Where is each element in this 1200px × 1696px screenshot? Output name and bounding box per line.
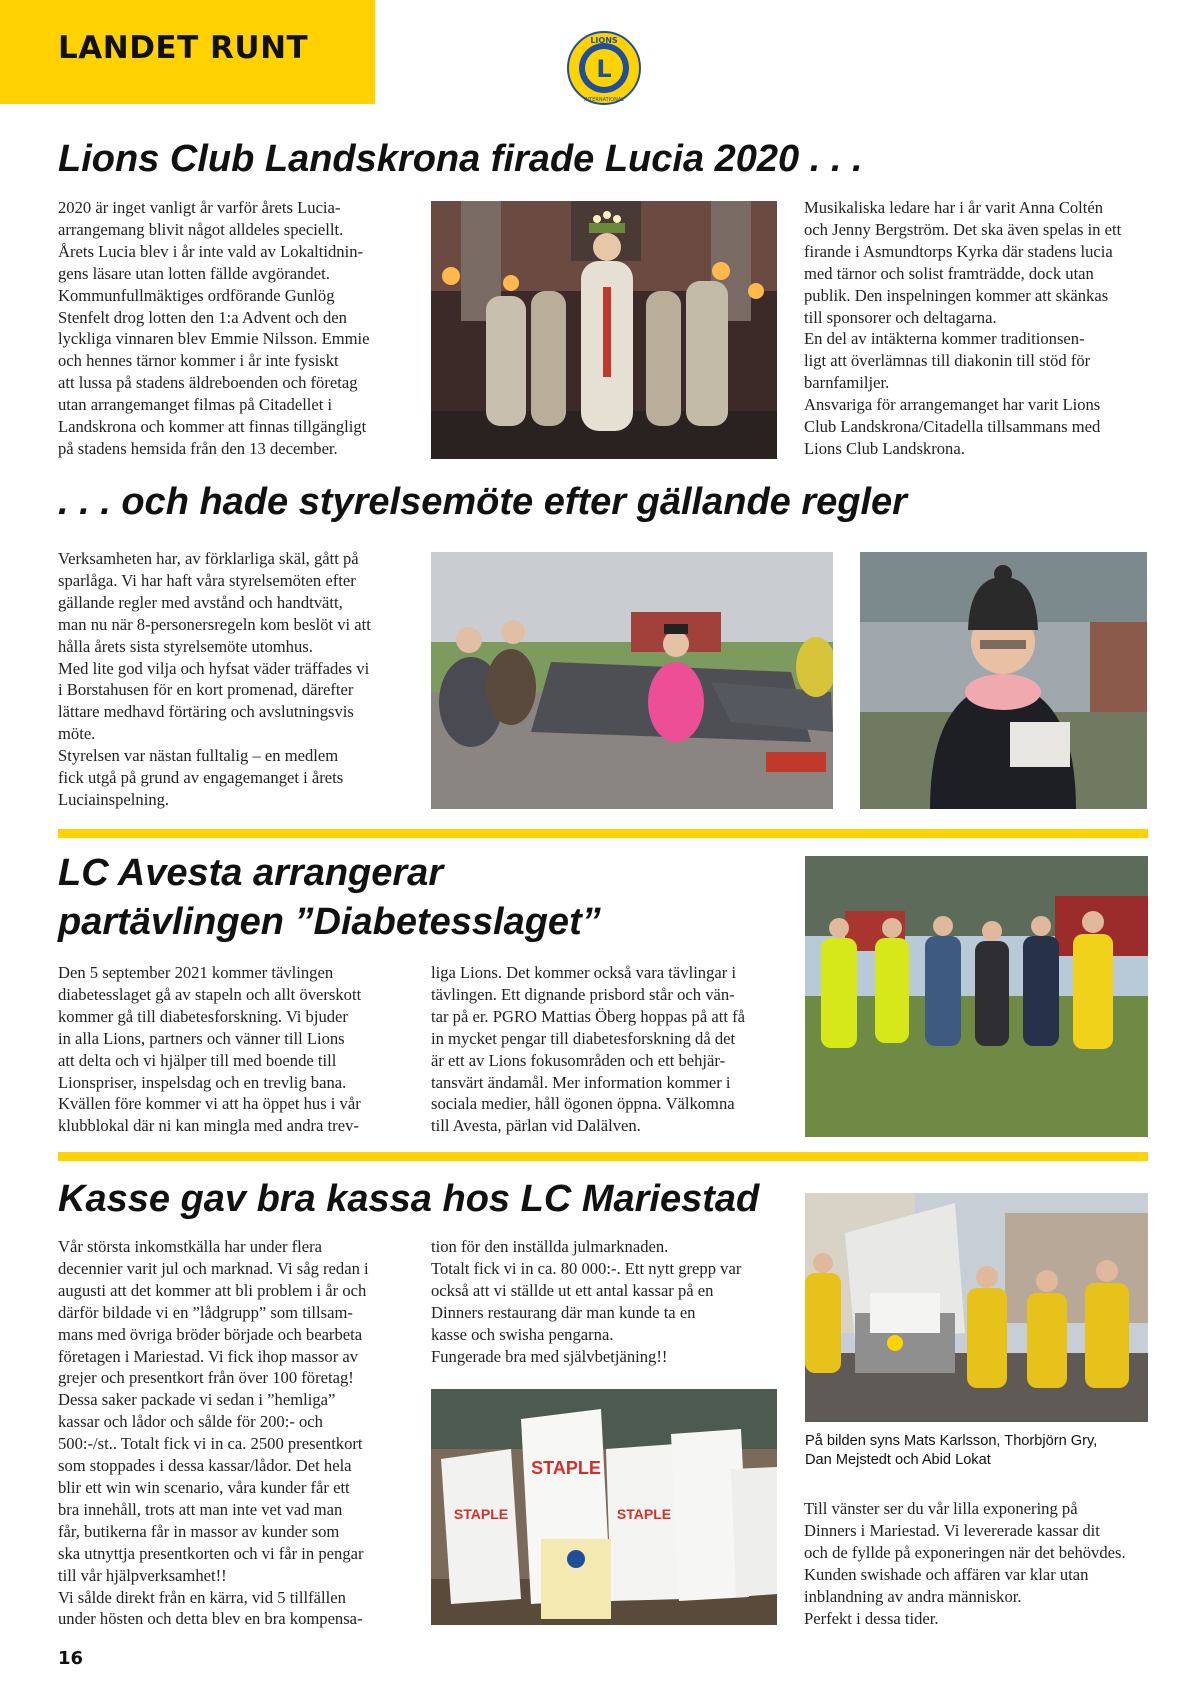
article4-col1: Vår största inkomstkälla har under flera decennier varit jul och marknad. Vi såg redan i augusti att det kommer att bli problem i år och därför bildade vi en ”lådgrupp” som tillsam- mans med övriga bröder började och bearbeta företagen i Mariestad. Vi fick ihop massor av grejer och presentkort från över 100 företag! Dessa saker packade vi sedan i ”hemliga” kassar och lådor och sålde för 200:- och 500:-/st.. Totalt fick vi in ca. 2500 presentkort som stoppades i dessa kassar/lådor. Det hela blir ett win win scenario, våra kunder får ett bra innehåll, trots att man inte vet vad man får, butikerna får in massor av kunder som ska utnyttja presentkorten och vi får in pengar till vår hjälpverksamhet!! Vi sålde direkt från en kärra, vid 5 tillfällen under hösten och detta blev en bra kompensa- xyxy=(58,1237,369,1629)
lucia-photo xyxy=(431,201,777,459)
article4-title: Kasse gav bra kassa hos LC Mariestad xyxy=(58,1178,760,1220)
member-portrait-photo xyxy=(860,552,1147,809)
page-number: 16 xyxy=(58,1648,84,1669)
article1-col1: 2020 är inget vanligt år varför årets Lucia- arrangemang blivit något alldeles speciellt. Årets Lucia blev i år inte vald av Lokaltidnin- gens läsare utan lotten fällde avgörandet. Kommunfullmäktiges ordförande Gunlög Stenfelt drog lotten den 1:a Advent och den lyckliga vinnaren blev Emmie Nilsson. Emmie och hennes tärnor kommer i år inte fysiskt att lussa på stadens äldreboenden och företag utan arrangemanget filmas på Citadellet i Landskrona och kommer att finnas tillgängligt på stadens hemsida från den 13 december. xyxy=(58,198,370,458)
article4-col3: Till vänster ser du vår lilla exponering på Dinners i Mariestad. Vi levererade kassar dit och de fyllde på exponeringen när det behövdes. Kunden swishade och affären var klar utan inblandning av andra människor. Perfekt i dessa tider. xyxy=(804,1499,1126,1628)
article1-title: Lions Club Landskrona firade Lucia 2020 . . . xyxy=(58,138,863,180)
article3-col1: Den 5 september 2021 kommer tävlingen diabetesslaget gå av stapeln och allt överskott kommer gå till diabetesforskning. Vi bjuder in alla Lions, partners och vänner till Lions att delta och vi hjälper till med boende till Lionspriser, inspelsdag och en trevlig bana. Kvällen före kommer vi att ha öppet hus i vår klubblokal där ni kan mingla med andra trev- xyxy=(58,963,362,1136)
bag-label-1: STAPLE xyxy=(531,1458,601,1478)
avesta-golfers-photo xyxy=(805,856,1148,1137)
divider-2 xyxy=(58,1152,1148,1161)
section-tag xyxy=(0,0,375,104)
article3-title-line2: partävlingen ”Diabetesslaget” xyxy=(58,901,601,943)
article2-title: . . . och hade styrelsemöte efter gällande regler xyxy=(58,481,907,523)
lions-members-cart-photo xyxy=(805,1193,1148,1422)
article1-col2: Musikaliska ledare har i år varit Anna Coltén och Jenny Bergström. Det ska även spelas in ett firande i Asmundtorps Kyrka där stadens lucia med tärnor och solist framträdde, dock utan publik. Den inspelningen kommer att skänkas till sponsorer och deltagarna. En del av intäkterna kommer traditionsen- ligt att överlämnas till diakonin till stöd för barnfamiljer. Ansvariga för arrangemanget har varit Lions Club Landskrona/Citadella tillsammans med Lions Club Landskrona. xyxy=(804,198,1122,458)
bags-display-photo xyxy=(431,1389,777,1625)
article3-title-line1: LC Avesta arrangerar xyxy=(58,852,444,894)
bag-label-3: STAPLE xyxy=(616,1506,672,1522)
logo-text-top: LIONS xyxy=(590,36,618,45)
divider-1 xyxy=(58,829,1148,838)
article3-title xyxy=(58,849,758,947)
lions-logo-icon xyxy=(566,30,642,106)
article3-col2: liga Lions. Det kommer också vara tävlingar i tävlingen. Ett dignande prisbord står och vän- tar på er. PGRO Mattias Öberg hoppas på att få in mycket pengar till diabetesforskning då det är ett av Lions fokusområden och ett behjär- tansvärt ändamål. Mer information kommer i sociala medier, håll ögonen öppna. Välkomna till Avesta, pärlan vid Dalälven. xyxy=(431,963,745,1136)
board-meeting-photo xyxy=(431,552,833,809)
bag-label-2: STAPLE xyxy=(453,1506,509,1522)
photo-caption: På bilden syns Mats Karlsson, Thorbjörn Gry, Dan Mejstedt och Abid Lokat xyxy=(805,1433,1098,1468)
logo-letter: L xyxy=(596,55,612,83)
logo-text-bottom: INTERNATIONAL xyxy=(583,97,625,103)
section-label: LANDET RUNT xyxy=(58,30,309,66)
article4-col2: tion för den inställda julmarknaden. Totalt fick vi in ca. 80 000:-. Ett nytt grepp var också att vi ställde ut ett antal kassar på en Dinners restaurang där man kunde ta en kasse och swisha pengarna. Fungerade bra med självbetjäning!! xyxy=(431,1237,742,1366)
article2-body: Verksamheten har, av förklarliga skäl, gått på sparlåga. Vi har haft våra styrelsemöten efter gällande regler med avstånd och handtvätt, man nu när 8-personersregeln kom beslöt vi att hålla årets sista styrelsemöte utomhus. Med lite god vilja och hyfsat väder träffades vi i Borstahusen för en kort promenad, därefter lättare medhavd förtäring och avslutningsvis möte. Styrelsen var nästan fulltalig – en medlem fick utgå på grund av engagemanget i årets Luciainspelning. xyxy=(58,549,371,809)
